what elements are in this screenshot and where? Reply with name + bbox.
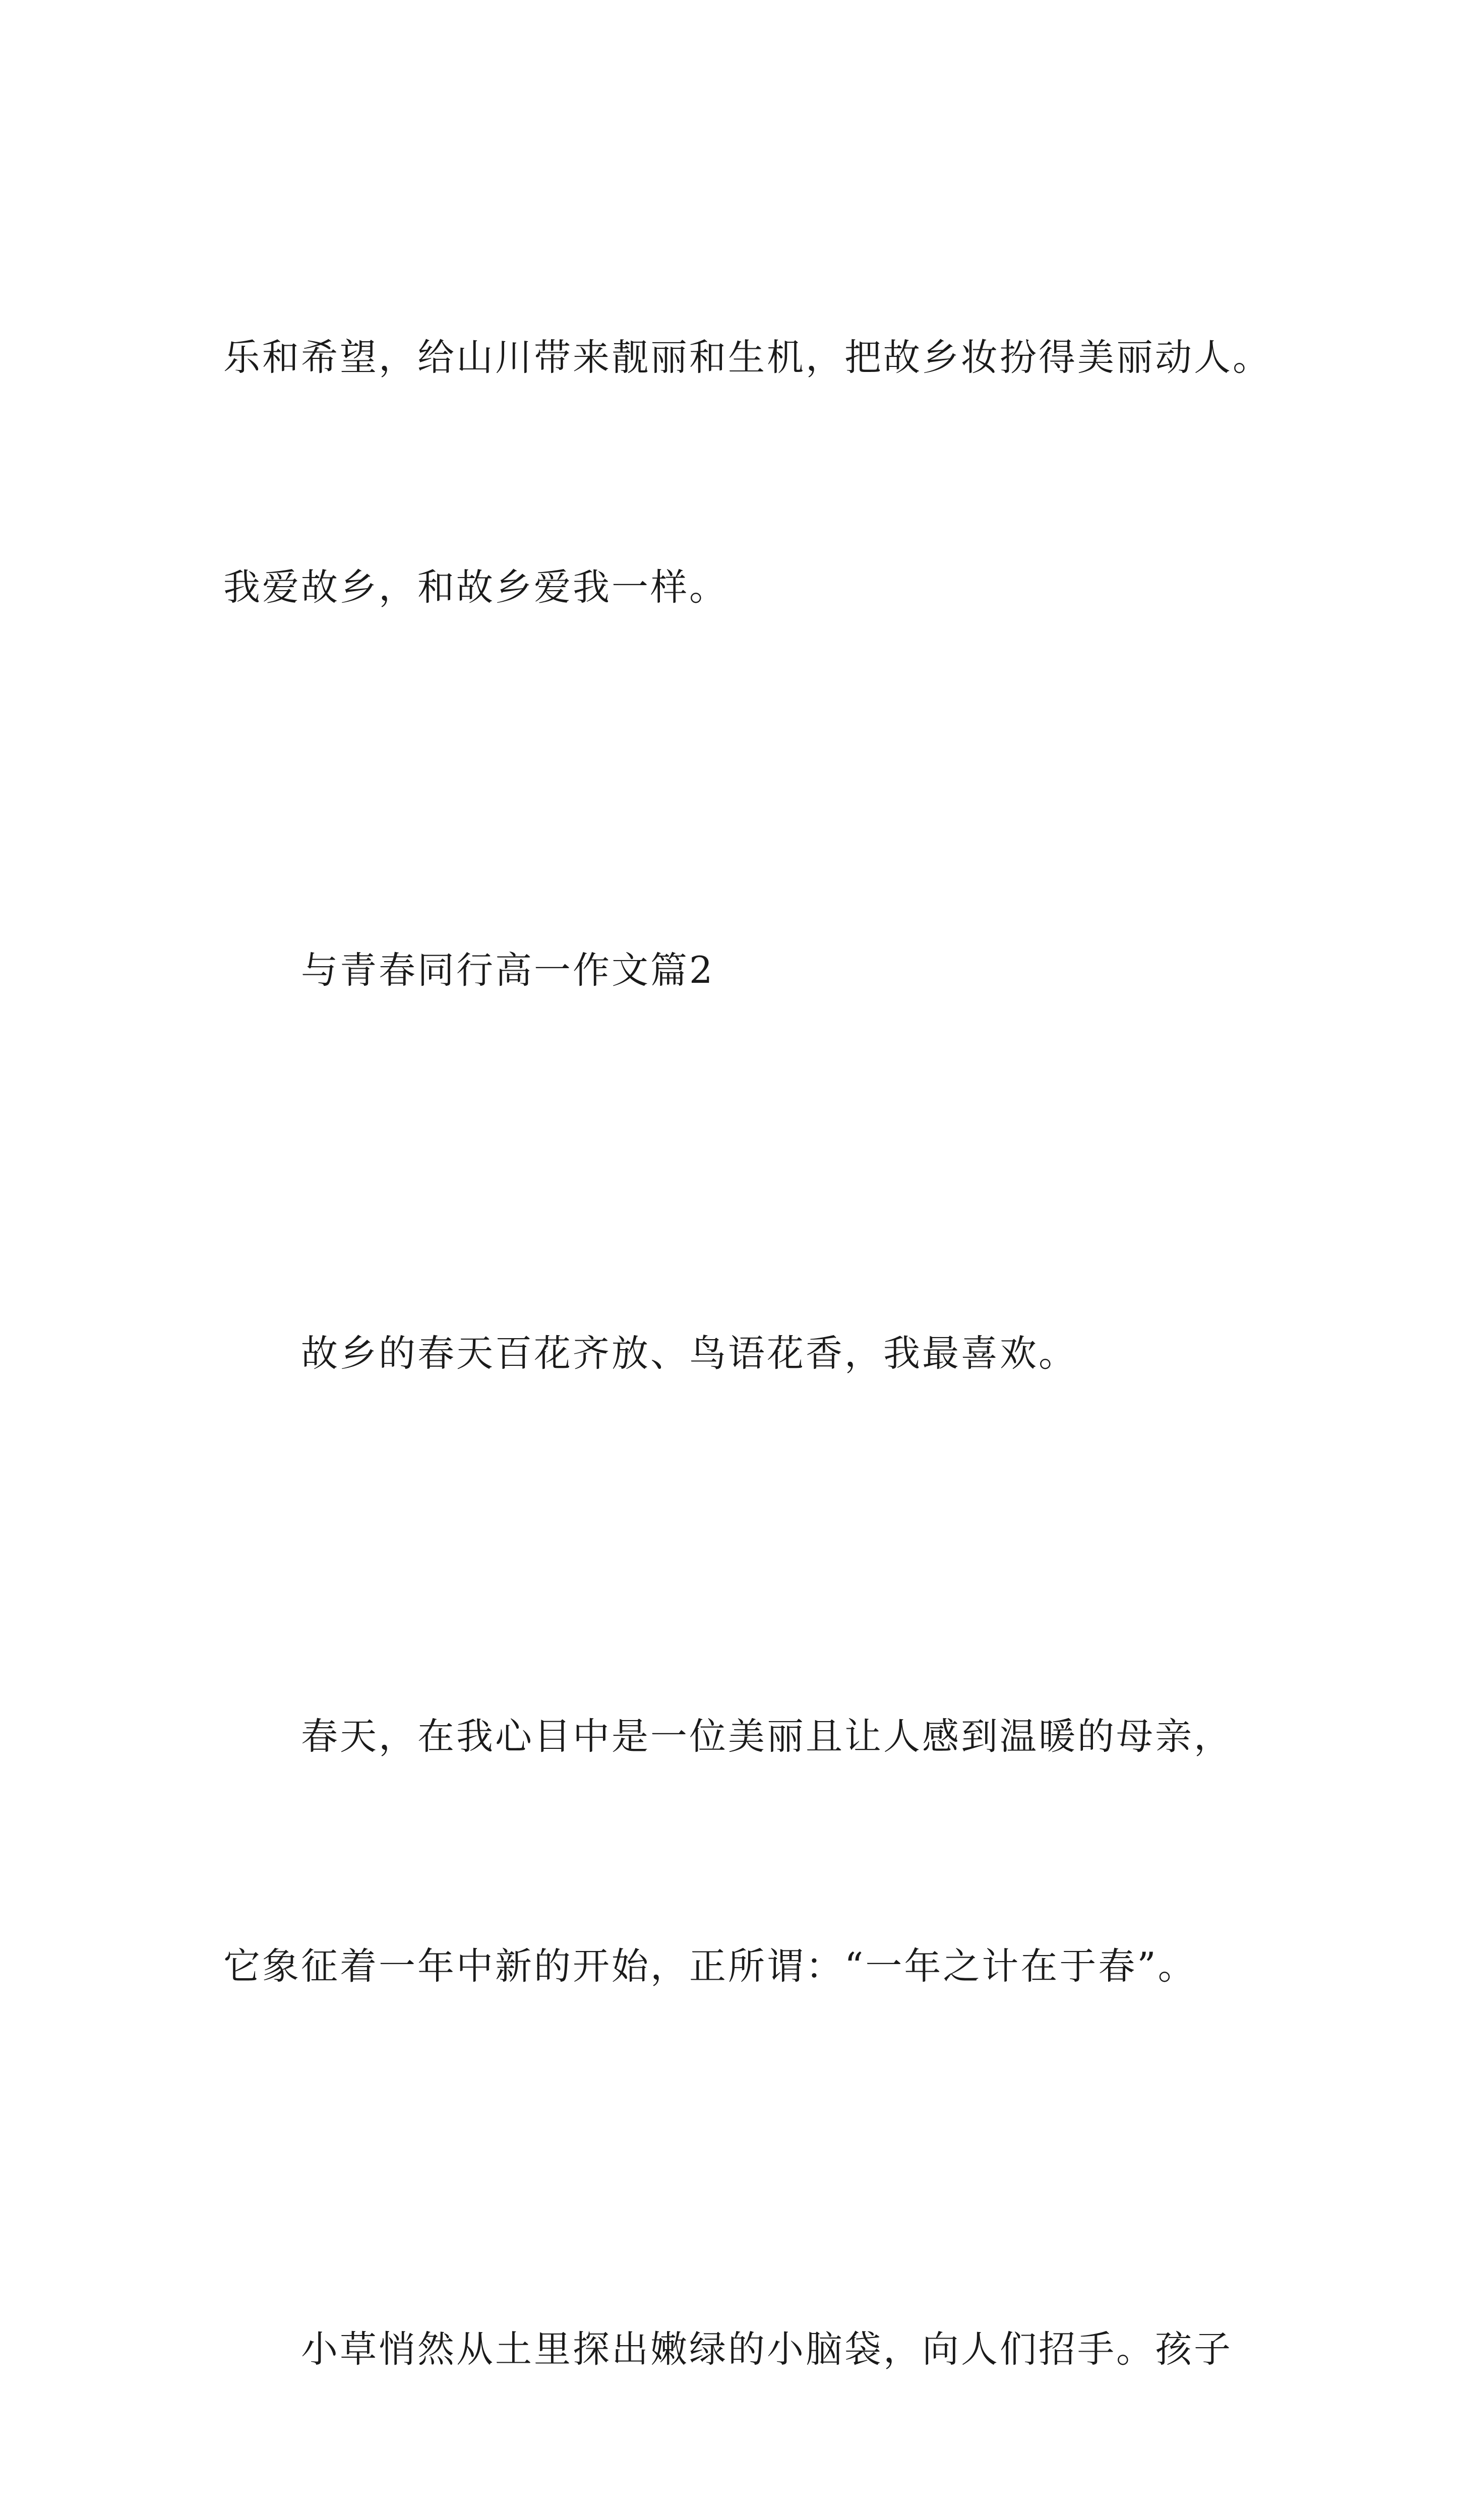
paragraph — [223, 1545, 1237, 2158]
article-body — [223, 166, 1271, 2520]
text-line: 它象征着一年中新的开始，正所谓：“一年之计在于春”。 — [223, 1945, 1197, 1988]
text-line: 我爱故乡，和故乡爱我一样。 — [223, 566, 728, 609]
section-heading — [223, 779, 1237, 1162]
paragraph — [223, 1162, 1237, 1545]
paragraph-continuation — [223, 166, 1271, 779]
paragraph — [223, 2158, 1237, 2520]
text-line: 春天，在我心目中是一位美丽且让人感到温暖的母亲， — [223, 1715, 1233, 1758]
text-line: 故乡的春天百花齐放、鸟语花香，我最喜欢。 — [223, 1332, 1077, 1375]
text-line: 乐和希望，给山川带来靓丽和生机，把故乡妆扮得美丽动人。 — [223, 336, 1271, 379]
text-line: 与青春同行高一作文篇2 — [223, 949, 715, 992]
text-line: 小草悄然从土里探出嫩绿的小脑袋，向人们招手。孩子 — [223, 2328, 1233, 2371]
